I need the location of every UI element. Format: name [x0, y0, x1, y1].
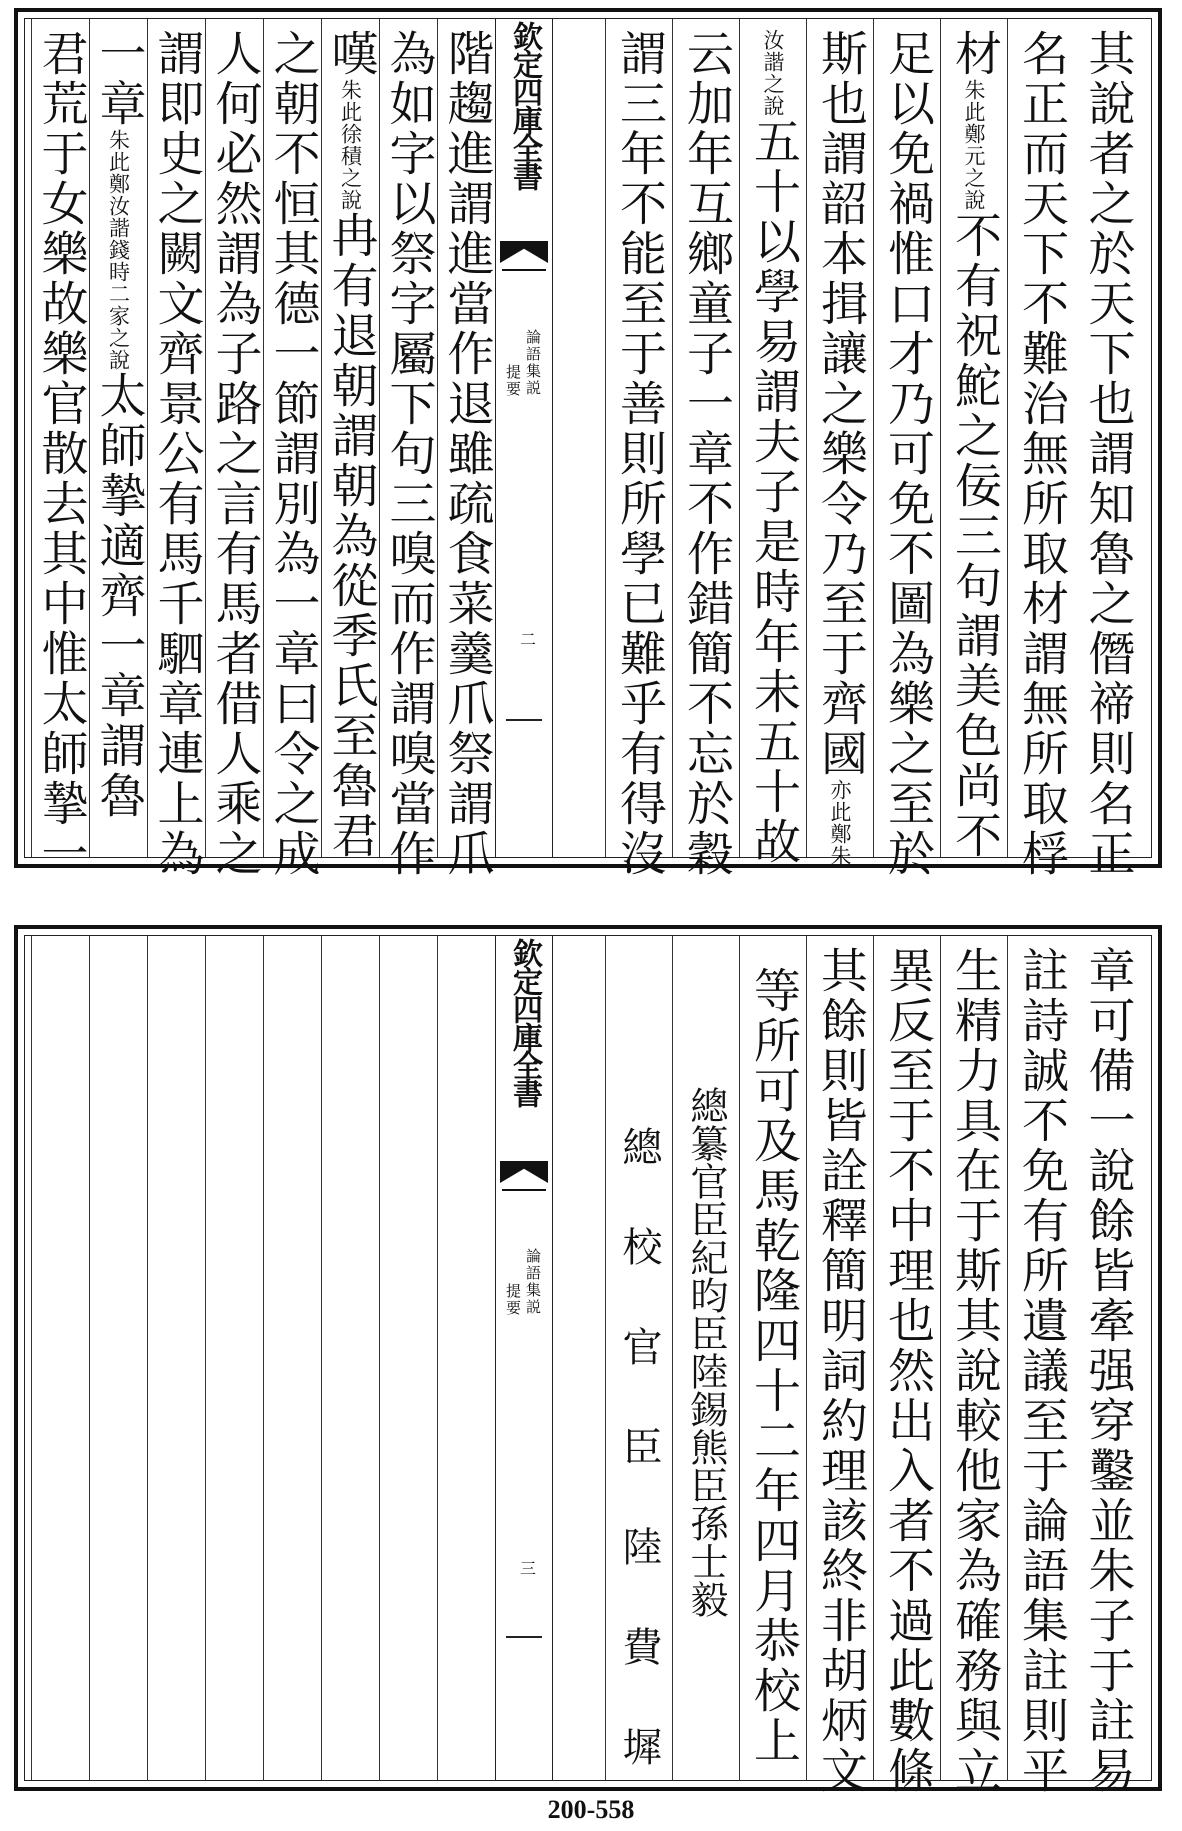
- text-column: [147, 19, 205, 879]
- column-main-text: 君荒于女樂故樂官散去其中惟太師摯一: [33, 29, 89, 879]
- empty-column: [205, 936, 263, 1780]
- empty-column: [379, 936, 437, 1780]
- column-main-text: 足以免禍惟口才乃可免不圖為樂之至於: [880, 29, 935, 879]
- text-column: [1074, 936, 1141, 1796]
- empty-column: [147, 936, 205, 1780]
- column-text: [1078, 29, 1138, 879]
- text-column: [940, 19, 1007, 861]
- column-main-text: 冉有退朝謂朝為從季氏至魯君: [323, 211, 379, 861]
- text-column: [806, 19, 873, 867]
- column-text: [321, 29, 381, 861]
- column-lead-text: 嘆: [323, 29, 379, 79]
- column-text: [944, 946, 1004, 1796]
- text-column: [605, 936, 672, 1780]
- column-main-text: 不有祝鮀之佞三句謂美色尚不: [947, 211, 1002, 861]
- column-text: [1011, 946, 1071, 1796]
- column-main-text: 異反至于不中理也然出入者不過此數條: [880, 946, 935, 1796]
- fish-tail-mark: [500, 241, 548, 263]
- column-main-text: 總 校 官 臣 陸 費 墀: [616, 1126, 662, 1776]
- text-column: [321, 19, 379, 861]
- text-column: [205, 19, 263, 879]
- column-text: [676, 29, 736, 879]
- column-text: [743, 29, 803, 867]
- column-main-text: 謂即史之闕文齊景公有馬千駟章連上為: [149, 29, 205, 879]
- fold-page-number: 二: [520, 630, 537, 649]
- fish-tail-mark: [500, 1161, 548, 1183]
- text-column: [873, 19, 940, 879]
- text-column: [1074, 19, 1141, 879]
- text-column: [940, 936, 1007, 1796]
- column-main-text: 謂三年不能至于善則所學已難乎有得沒: [612, 29, 667, 879]
- text-column: [605, 19, 672, 879]
- interlinear-note: 亦此鄭朱: [828, 779, 852, 867]
- text-columns-top: [25, 19, 1151, 879]
- column-text: [263, 29, 323, 879]
- column-text: [147, 29, 207, 879]
- column-main-text: 之朝不恒其德一節謂別為一章曰令之成: [265, 29, 321, 879]
- text-column: [31, 19, 89, 879]
- footer-page-id: 200-558: [547, 1795, 635, 1824]
- column-text: [205, 29, 265, 879]
- column-main-text: 名正而天下不難治無所取材謂無所取桴: [1014, 29, 1069, 879]
- fold-book-title: 論語集説: [524, 1248, 542, 1316]
- empty-column: [89, 936, 147, 1780]
- interlinear-note: 汝諧之說: [761, 29, 785, 117]
- column-text: [1011, 29, 1071, 879]
- column-main-text: 云加年互鄉童子一章不作錯簡不忘於穀: [679, 29, 734, 879]
- interlinear-note: 朱此徐積之說: [338, 79, 363, 211]
- text-column: [672, 19, 739, 879]
- column-text: [810, 946, 870, 1796]
- fold-book-sub: 提要: [504, 1283, 522, 1317]
- column-text: [379, 29, 439, 879]
- column-text: [810, 29, 870, 867]
- text-column: [1007, 19, 1074, 879]
- column-text: [877, 946, 937, 1796]
- column-lead-text: 材: [947, 29, 1002, 79]
- fish-tail-line: [502, 269, 546, 271]
- fold-book-sub: 提要: [504, 364, 522, 398]
- empty-column: [31, 936, 89, 1780]
- column-main-text: 太師摯適齊一章謂魯: [91, 371, 147, 821]
- empty-column: [321, 936, 379, 1780]
- fold-title: 欽定四庫全書: [507, 21, 542, 189]
- column-lead-text: 一章: [91, 29, 147, 129]
- text-column: [739, 936, 806, 1780]
- column-main-text: 其餘則皆詮釋簡明詞約理該終非胡炳文: [813, 946, 868, 1796]
- page-top: [14, 8, 1162, 879]
- column-main-text: 生精力具在于斯其說較他家為確務與立: [947, 946, 1002, 1796]
- column-text: [743, 966, 803, 1780]
- column-text: [89, 29, 149, 857]
- column-main-text: 註詩誠不免有所遺議至于論語集註則平: [1014, 946, 1069, 1796]
- fold-column-bottom: [495, 936, 553, 1780]
- interlinear-note: 朱此鄭元之說: [962, 79, 986, 211]
- page-top-frame: [24, 18, 1152, 879]
- interlinear-note: 朱此鄭汝諧錢時二家之說: [106, 129, 131, 371]
- column-main-text: 其說者之於天下也謂知魯之僭禘則名正: [1080, 29, 1136, 879]
- text-column: [263, 19, 321, 879]
- column-text: [31, 29, 91, 879]
- empty-column: [263, 936, 321, 1780]
- column-main-text: 為如字以祭字屬下句三嗅而作謂嗅當作: [381, 29, 437, 879]
- fold-column-top: [495, 19, 553, 857]
- text-columns-bottom: [25, 936, 1151, 1796]
- column-text: [609, 29, 669, 879]
- text-column: [437, 19, 495, 879]
- text-column: [739, 19, 806, 867]
- text-column: [379, 19, 437, 879]
- column-text: [1078, 946, 1138, 1796]
- column-main-text: 斯也謂韶本揖讓之樂令乃至于齊國: [813, 29, 868, 779]
- text-column: [672, 936, 739, 1780]
- column-text: [437, 29, 497, 879]
- fold-book-title: 論語集説: [524, 329, 542, 397]
- column-main-text: 等所可及馬乾隆四十二年四月恭校上: [746, 966, 801, 1766]
- column-main-text: 五十以學易謂夫子是時年未五十故: [746, 117, 801, 867]
- text-column: [873, 936, 940, 1796]
- fold-bottom-rule: [506, 1636, 542, 1638]
- page-bottom: [14, 925, 1162, 1796]
- text-column: [806, 936, 873, 1796]
- column-main-text: 章可備一說餘皆牽强穿鑿並朱子于註易: [1080, 946, 1136, 1796]
- column-main-text: 階趨進謂進當作退雖疏食菜羹爪祭謂爪: [439, 29, 495, 879]
- column-text: [609, 1126, 669, 1780]
- text-column: [1007, 936, 1074, 1796]
- empty-column: [437, 936, 495, 1780]
- column-main-text: 總纂官臣紀昀臣陸錫熊臣孫士毅: [684, 1086, 728, 1618]
- fold-page-number: 三: [520, 1559, 537, 1578]
- fold-bottom-rule: [506, 719, 542, 721]
- fold-title: 欽定四庫全書: [507, 938, 542, 1106]
- column-text: [944, 29, 1004, 861]
- column-text: [877, 29, 937, 879]
- fish-tail-line: [502, 1189, 546, 1191]
- column-main-text: 人何必然謂為子路之言有馬者借人乘之: [207, 29, 263, 879]
- column-text: [681, 1086, 731, 1780]
- page-bottom-frame: [24, 935, 1152, 1796]
- text-column: [89, 19, 147, 857]
